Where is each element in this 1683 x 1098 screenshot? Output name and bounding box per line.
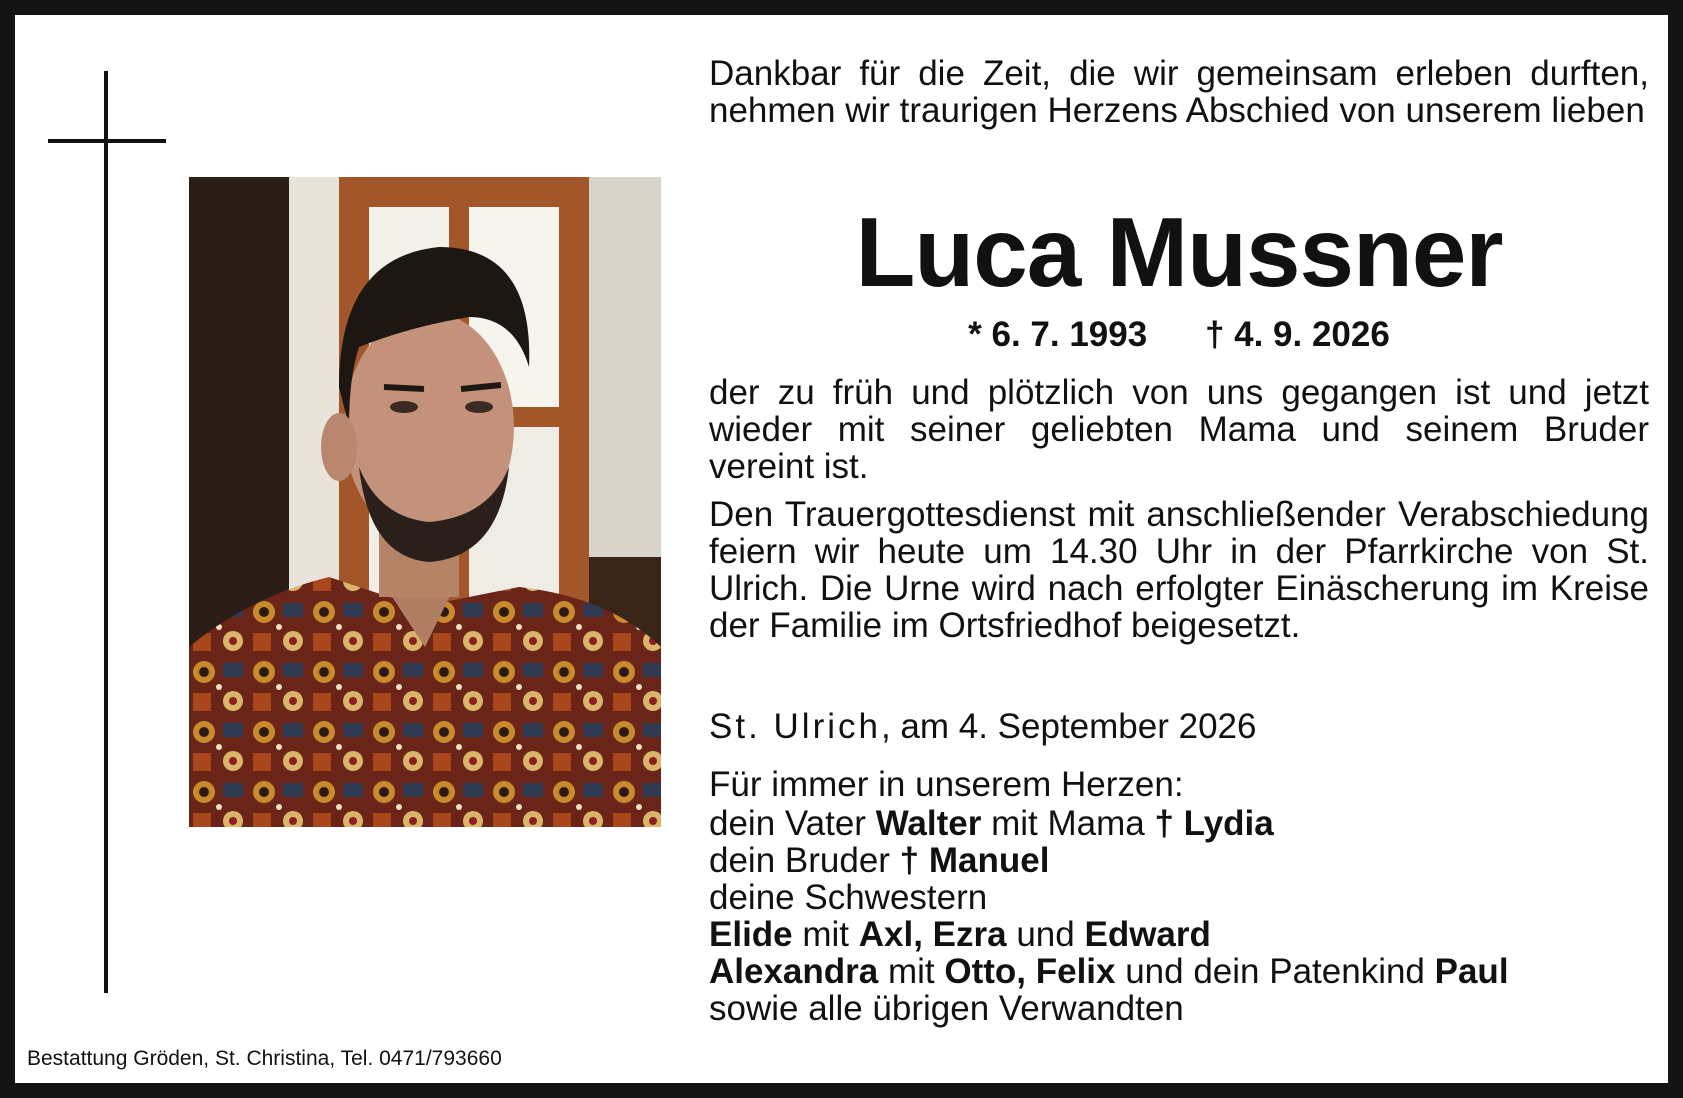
family-member: Alexandra [709, 952, 879, 991]
obituary-notice [15, 15, 1668, 1083]
funeral-home-footer: Bestattung Gröden, St. Christina, Tel. 0471/793660 [27, 1047, 502, 1070]
family-member: Edward [1084, 915, 1211, 954]
family-line [709, 842, 1649, 879]
family-member: † Manuel [899, 841, 1050, 880]
notice-date: , am 4. September 2026 [880, 707, 1257, 746]
death-date: † 4. 9. 2026 [1204, 315, 1390, 354]
family-member: Walter [875, 804, 982, 843]
intro-text: Dankbar für die Zeit, die wir gemeinsam erleben durften, nehmen wir traurigen Herzens Abschied von unserem lieben [709, 54, 1649, 130]
family-list [709, 805, 1649, 1027]
family-member: † Lydia [1154, 804, 1274, 843]
place-name: St. Ulrich [709, 707, 881, 746]
birth-date: * 6. 7. 1993 [968, 315, 1148, 354]
family-text: mit [792, 915, 859, 954]
family-line: sowie alle übrigen Verwandten [709, 989, 1184, 1028]
family-member: Elide [709, 915, 793, 954]
family-text: dein Vater [709, 804, 876, 843]
family-line [709, 805, 1649, 842]
family-line: deine Schwestern [709, 878, 988, 917]
forever-heading: Für immer in unserem Herzen: [709, 765, 1184, 804]
portrait-photo [189, 177, 661, 827]
family-member: Otto, Felix [944, 952, 1116, 991]
place-date-line [709, 708, 1649, 745]
passing-text: der zu früh und plötzlich von uns gegangen ist und jetzt wieder mit seiner geliebten Mama und seinem Bruder vereint ist. [709, 373, 1649, 486]
family-member: Paul [1434, 952, 1509, 991]
cross-icon [104, 71, 108, 993]
family-line [709, 953, 1649, 990]
life-dates [709, 315, 1649, 355]
service-text: Den Trauergottesdienst mit anschließender Verabschiedung feiern wir heute um 14.30 Uhr in der Pfarrkirche von St. Ulrich. Die Urne wird nach erfolgter Einäscherung im Kreise der Familie im Ortsfriedhof beigesetzt. [709, 495, 1649, 645]
family-text: dein Bruder [709, 841, 900, 880]
cross-icon-bar [48, 139, 166, 143]
family-text: und dein Patenkind [1115, 952, 1435, 991]
family-member: Axl, Ezra [858, 915, 1007, 954]
family-text: mit Mama [981, 804, 1155, 843]
deceased-name: Luca Mussner [855, 197, 1503, 307]
family-text: mit [878, 952, 945, 991]
family-line [709, 916, 1649, 953]
family-text: und [1006, 915, 1085, 954]
